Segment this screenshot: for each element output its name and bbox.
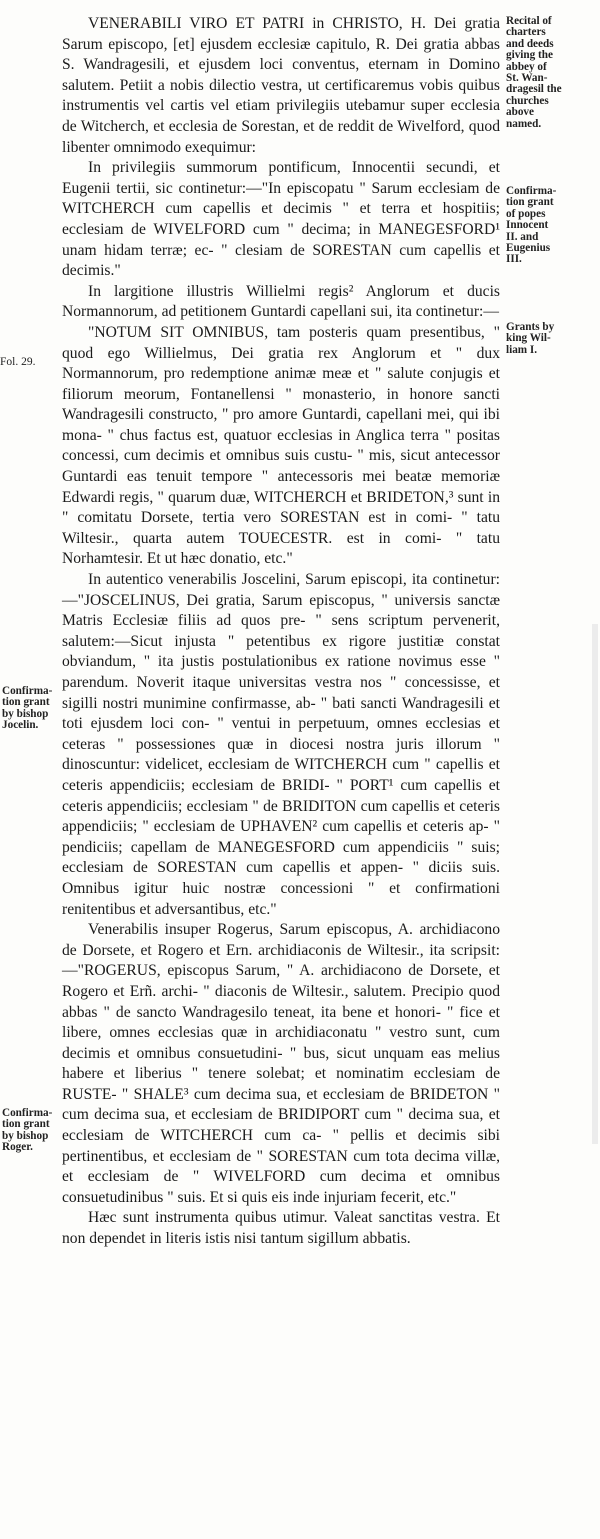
paragraph-papal-privileges: In privilegiis summorum pontificum, Innocentii secundi, et Eugenii tertii, sic continetur:—"In episcopatu " Sarum ecclesiam de WITCHERCH cum capellis et decimis " et terra et hospitiis; ecclesiam de WIVELFORD cum " decima; in MANEGESFORD¹ unam hidam terræ; ec- " clesiam de SORESTAN cum capellis et decimis."	[62, 159, 500, 280]
margin-note-papal: Confirma- tion grant of popes Innocent II. and Eugenius III.	[506, 185, 557, 266]
paragraph-royal-charter: "NOTUM SIT OMNIBUS, tam posteris quam presentibus, " quod ego Willielmus, Dei gratia rex Anglorum et " dux Normannorum, pro redemptione animæ meæ et " salute conjugis et filiorum meorum, Fontanellensi " monasterio, in honore sancti Wandragesili constructo, " pro amore Guntardi, capellani mei, qui ibi mona- " chus factus est, quatuor ecclesias in Anglica terra " positas concessi, cum decimis et omnibus suis custu- " mis, sicut antecessor Guntardi eas tenuit tempore " antecessoris mei beatæ memoriæ Edwardi regis, " quarum duæ, WITCHERCH et BRIDETON,³ sunt in " comitatu Dorsete, tertia vero SORESTAN est in comi- " tatu Wiltesir., quarta autem TOUECESTR. est in comi- " tatu Norhamtesir. Et ut hæc donatio, etc."	[62, 323, 500, 568]
paragraph-closing: Hæc sunt instrumenta quibus utimur. Valeat sanctitas vestra. Et non dependet in literis istis nisi tantum sigillum abbatis.	[62, 1209, 500, 1248]
margin-note-roger: Confirma- tion grant by bishop Roger.	[2, 1107, 53, 1154]
margin-note-king: Grants by king Wil- liam I.	[506, 321, 555, 356]
main-text-column	[62, 14, 500, 1250]
margin-note-recital: Recital of charters and deeds giving the abbey of St. Wan- dragesil the churches above named.	[506, 15, 562, 130]
scan-edge-shadow	[592, 624, 598, 1144]
margin-note-jocelin: Confirma- tion grant by bishop Jocelin.	[2, 685, 53, 732]
paragraph-royal-grant-intro: In largitione illustris Willielmi regis² Anglorum et ducis Normannorum, ad petitionem Guntardi capellani sui, ita continetur:—	[62, 282, 500, 321]
paragraph-jocelin-charter: In autentico venerabilis Joscelini, Sarum episcopi, ita continetur:—"JOSCELINUS, Dei gratia, Sarum episcopus, " universis sanctæ Matris Ecclesiæ filiis ad quos pre- " sens scriptum pervenerit, salutem:—Sicut injusta " petentibus ex rigore justitiæ constat obviandum, " ita justis postulationibus ex ratione novimus esse " parendum. Noverit itaque universitas vestra nos " concessisse, et sigilli nostri munimine confirmasse, ab- " bati sancti Wandragesili et toti ejusdem loci con- " ventui in perpetuum, omnes ecclesias et ceteras " possessiones quæ in diocesi nostra juris illorum " dinoscuntur: videlicet, ecclesiam de WITCHERCH cum " capellis et ceteris appendiciis; ecclesiam de BRIDI- " PORT¹ cum capellis et ceteris appendiciis; ecclesiam " de BRIDITON cum capellis et ceteris appendiciis; " ecclesiam de UPHAVEN² cum capellis et ceteris ap- " pendiciis; capellam de MANEGESFORD cum appendiciis " suis; ecclesiam de SORESTAN cum capellis et appen- " diciis suis. Omnibus igitur huic nostræ concessioni " et confirmationi renitentibus et adversantibus, etc."	[62, 571, 500, 918]
folio-reference: Fol. 29.	[0, 356, 36, 368]
paragraph-recital: VENERABILI VIRO ET PATRI in CHRISTO, H. Dei gratia Sarum episcopo, [et] ejusdem ecclesiæ capitulo, R. Dei gratia abbas S. Wandragesili, et ejusdem loci conventus, eternam in Domino salutem. Petiit a nobis dilectio vestra, ut certificaremus vobis quibus instrumentis vel cartis vel etiam privilegiis utebamur super ecclesia de Witcherch, et ecclesia de Sorestan, et de reddit de Wivelford, quod libenter omnimodo exequimur:	[62, 15, 500, 156]
paragraph-roger-writ: Venerabilis insuper Rogerus, Sarum episcopus, A. archidiacono de Dorsete, et Rogero et Ern. archidiaconis de Wiltesir., ita scripsit:—"ROGERUS, episcopus Sarum, " A. archidiacono de Dorsete, et Rogero et Erñ. archi- " diaconis de Wiltesir., salutem. Precipio quod abbas " de sancto Wandragesilo teneat, ita bene et honori- " fice et libere, omnes ecclesias quæ in archidiaconatu " vestro sunt, cum decimis et omnibus consuetudini- " bus, sicut unquam eas melius habere et liberius " tenere solebat; et nominatim ecclesiam de RUSTE- " SHALE³ cum decima sua, et ecclesiam de BRIDETON " cum decima sua, et ecclesiam de BRIDIPORT cum " decima sua, et ecclesiam de WITCHERCH cum ca- " pellis et decimis sibi pertinentibus, et ecclesiam de " SORESTAN cum tota decima villæ, et ecclesiam de " WIVELFORD cum decima et omnibus consuetudinibus " suis. Et si quis eis inde injuriam fecerit, etc."	[62, 921, 500, 1206]
